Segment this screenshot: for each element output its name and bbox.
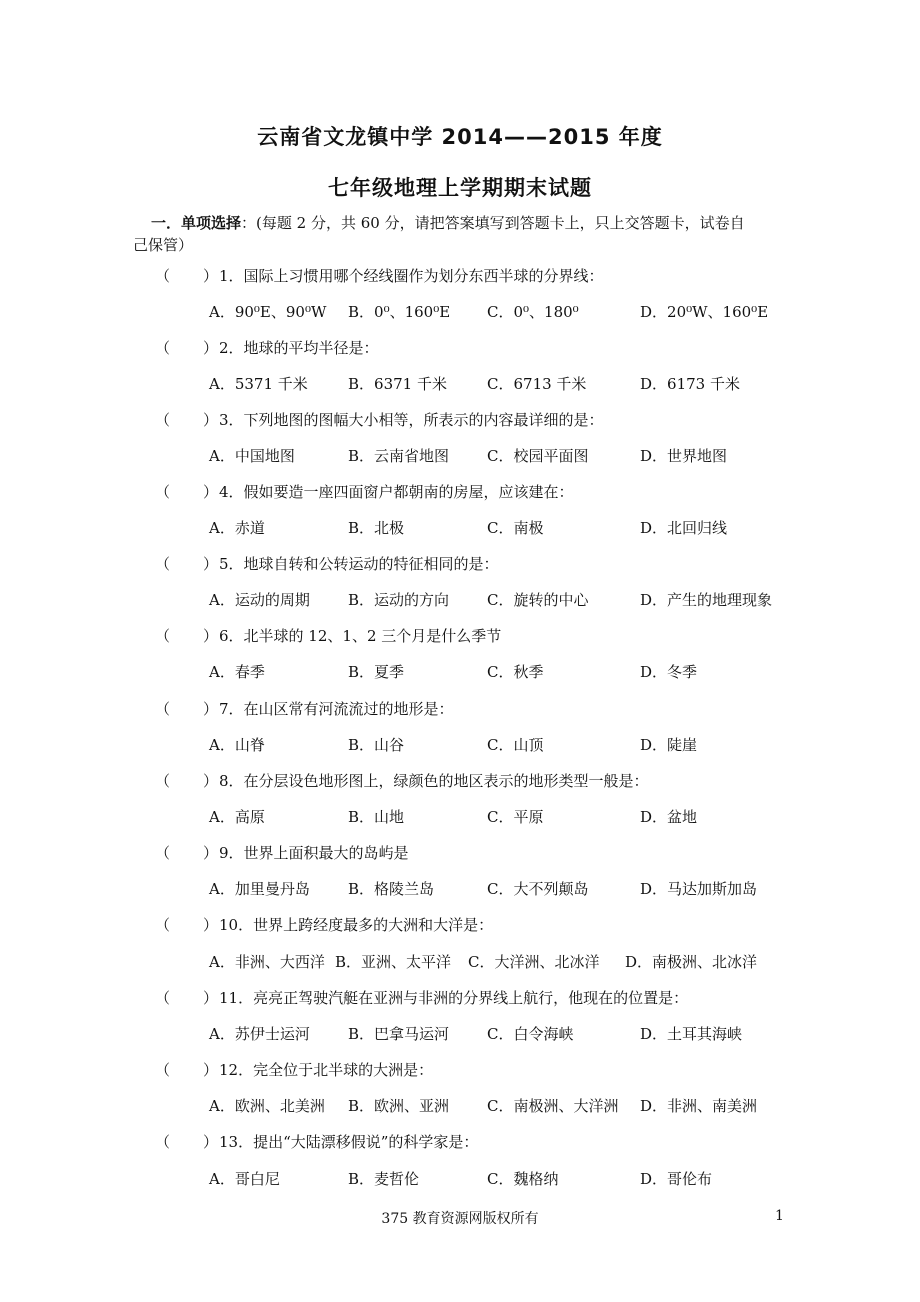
answer-blank-open: （ — [155, 1133, 171, 1151]
question-text: 10．世界上跨经度最多的大洲和大洋是： — [219, 916, 494, 934]
question-1 — [155, 264, 815, 288]
options-4 — [209, 516, 829, 540]
question-text: 12．完全位于北半球的大洲是： — [219, 1061, 434, 1079]
question-5 — [155, 552, 815, 576]
answer-blank-close: ） — [203, 1133, 219, 1151]
question-9 — [155, 841, 815, 865]
option-b: B．格陵兰岛 — [348, 880, 435, 898]
answer-blank-close: ） — [203, 411, 219, 429]
option-d: D．非洲、南美洲 — [640, 1097, 758, 1115]
question-8 — [155, 769, 815, 793]
option-b: B．欧洲、亚洲 — [348, 1097, 450, 1115]
question-text: 9．世界上面积最大的岛屿是 — [219, 844, 409, 862]
answer-blank-close: ） — [203, 267, 219, 285]
option-d: D．产生的地理现象 — [640, 591, 773, 609]
options-8 — [209, 805, 829, 829]
option-c: C．南极 — [487, 519, 544, 537]
exam-title-subject: 七年级地理上学期期末试题 — [328, 176, 592, 200]
answer-blank-open: （ — [155, 555, 171, 573]
option-d: D．北回归线 — [640, 519, 728, 537]
answer-blank-open: （ — [155, 772, 171, 790]
answer-blank-close: ） — [203, 700, 219, 718]
question-text: 3．下列地图的图幅大小相等，所表示的内容最详细的是： — [219, 411, 604, 429]
question-text: 1．国际上习惯用哪个经线圈作为划分东西半球的分界线： — [219, 267, 604, 285]
question-10 — [155, 913, 815, 937]
options-5 — [209, 588, 829, 612]
option-a: A．5371 千米 — [209, 375, 308, 393]
option-d: D．土耳其海峡 — [640, 1025, 743, 1043]
options-13 — [209, 1167, 829, 1191]
option-c: C．旋转的中心 — [487, 591, 589, 609]
option-d: D．南极洲、北冰洋 — [625, 953, 758, 971]
option-a: A．运动的周期 — [209, 591, 310, 609]
option-c: C．平原 — [487, 808, 544, 826]
option-c: C．南极洲、大洋洲 — [487, 1097, 619, 1115]
options-9 — [209, 877, 829, 901]
option-c: C．校园平面图 — [487, 447, 589, 465]
answer-blank-open: （ — [155, 916, 171, 934]
option-a: A．中国地图 — [209, 447, 295, 465]
option-a: A．90⁰E、90⁰W — [209, 303, 327, 321]
option-a: A．苏伊士运河 — [209, 1025, 310, 1043]
answer-blank-close: ） — [203, 627, 219, 645]
option-a: A．赤道 — [209, 519, 265, 537]
option-d: D．盆地 — [640, 808, 698, 826]
answer-blank-open: （ — [155, 1061, 171, 1079]
option-d: D．20⁰W、160⁰E — [640, 303, 769, 321]
option-c: C．山顶 — [487, 736, 544, 754]
option-d: D．陡崖 — [640, 736, 698, 754]
option-b: B．巴拿马运河 — [348, 1025, 450, 1043]
option-a: A．加里曼丹岛 — [209, 880, 310, 898]
question-text: 4．假如要造一座四面窗户都朝南的房屋，应该建在： — [219, 483, 574, 501]
section-heading: 一．单项选择 — [151, 214, 242, 232]
question-3 — [155, 408, 815, 432]
question-12 — [155, 1058, 815, 1082]
answer-blank-open: （ — [155, 989, 171, 1007]
question-4 — [155, 480, 815, 504]
options-7 — [209, 733, 829, 757]
question-text: 13．提出“大陆漂移假说”的科学家是： — [219, 1133, 479, 1151]
question-text: 11．亮亮正驾驶汽艇在亚洲与非洲的分界线上航行，他现在的位置是： — [219, 989, 689, 1007]
footer-copyright: 375 教育资源网版权所有 — [381, 1211, 539, 1227]
option-d: D．哥伦布 — [640, 1170, 713, 1188]
answer-blank-close: ） — [203, 916, 219, 934]
question-text: 8．在分层设色地形图上，绿颜色的地区表示的地形类型一般是： — [219, 772, 649, 790]
question-7 — [155, 697, 815, 721]
option-d: D．马达加斯加岛 — [640, 880, 758, 898]
option-c: C．秋季 — [487, 663, 544, 681]
answer-blank-open: （ — [155, 411, 171, 429]
option-a: A．高原 — [209, 808, 265, 826]
answer-blank-open: （ — [155, 267, 171, 285]
question-text: 2．地球的平均半径是： — [219, 339, 379, 357]
answer-blank-open: （ — [155, 339, 171, 357]
question-text: 7．在山区常有河流流过的地形是： — [219, 700, 454, 718]
option-c: C．魏格纳 — [487, 1170, 559, 1188]
option-a: A．欧洲、北美洲 — [209, 1097, 325, 1115]
question-11 — [155, 986, 815, 1010]
answer-blank-close: ） — [203, 772, 219, 790]
options-2 — [209, 372, 829, 396]
options-1 — [209, 300, 829, 324]
answer-blank-close: ） — [203, 989, 219, 1007]
option-c: C．大洋洲、北冰洋 — [468, 953, 600, 971]
answer-blank-open: （ — [155, 844, 171, 862]
option-a: A．山脊 — [209, 736, 265, 754]
answer-blank-close: ） — [203, 339, 219, 357]
option-b: B．北极 — [348, 519, 405, 537]
option-c: C．6713 千米 — [487, 375, 587, 393]
options-10 — [209, 950, 829, 974]
options-6 — [209, 660, 829, 684]
section-instructions — [133, 212, 793, 256]
page-number: 1 — [775, 1208, 784, 1224]
option-b: B．云南省地图 — [348, 447, 450, 465]
option-b: B．运动的方向 — [348, 591, 450, 609]
option-c: C．白令海峡 — [487, 1025, 574, 1043]
option-b: B．0⁰、160⁰E — [348, 303, 451, 321]
option-c: C．0⁰、180⁰ — [487, 303, 579, 321]
answer-blank-close: ） — [203, 555, 219, 573]
option-d: D．世界地图 — [640, 447, 728, 465]
question-6 — [155, 624, 815, 648]
question-text: 5．地球自转和公转运动的特征相同的是： — [219, 555, 499, 573]
option-b: B．麦哲伦 — [348, 1170, 420, 1188]
options-12 — [209, 1094, 829, 1118]
option-b: B．山谷 — [348, 736, 405, 754]
option-d: D．冬季 — [640, 663, 698, 681]
section-note-line1: ：(每题 2 分，共 60 分，请把答案填写到答题卡上，只上交答题卡，试卷自 — [241, 214, 745, 232]
option-a: A．春季 — [209, 663, 265, 681]
option-b: B．亚洲、太平洋 — [335, 953, 452, 971]
answer-blank-open: （ — [155, 700, 171, 718]
options-11 — [209, 1022, 829, 1046]
section-note-line2: 己保管） — [133, 236, 194, 254]
options-3 — [209, 444, 829, 468]
option-b: B．山地 — [348, 808, 405, 826]
answer-blank-open: （ — [155, 627, 171, 645]
answer-blank-close: ） — [203, 844, 219, 862]
option-b: B．6371 千米 — [348, 375, 447, 393]
option-a: A．哥白尼 — [209, 1170, 280, 1188]
option-d: D．6173 千米 — [640, 375, 740, 393]
answer-blank-close: ） — [203, 1061, 219, 1079]
exam-title-school: 云南省文龙镇中学 2014——2015 年度 — [257, 125, 663, 149]
option-c: C．大不列颠岛 — [487, 880, 589, 898]
question-13 — [155, 1130, 815, 1154]
option-a: A．非洲、大西洋 — [209, 953, 325, 971]
question-text: 6．北半球的 12、1、2 三个月是什么季节 — [219, 627, 502, 645]
answer-blank-open: （ — [155, 483, 171, 501]
option-b: B．夏季 — [348, 663, 405, 681]
question-2 — [155, 336, 815, 360]
answer-blank-close: ） — [203, 483, 219, 501]
